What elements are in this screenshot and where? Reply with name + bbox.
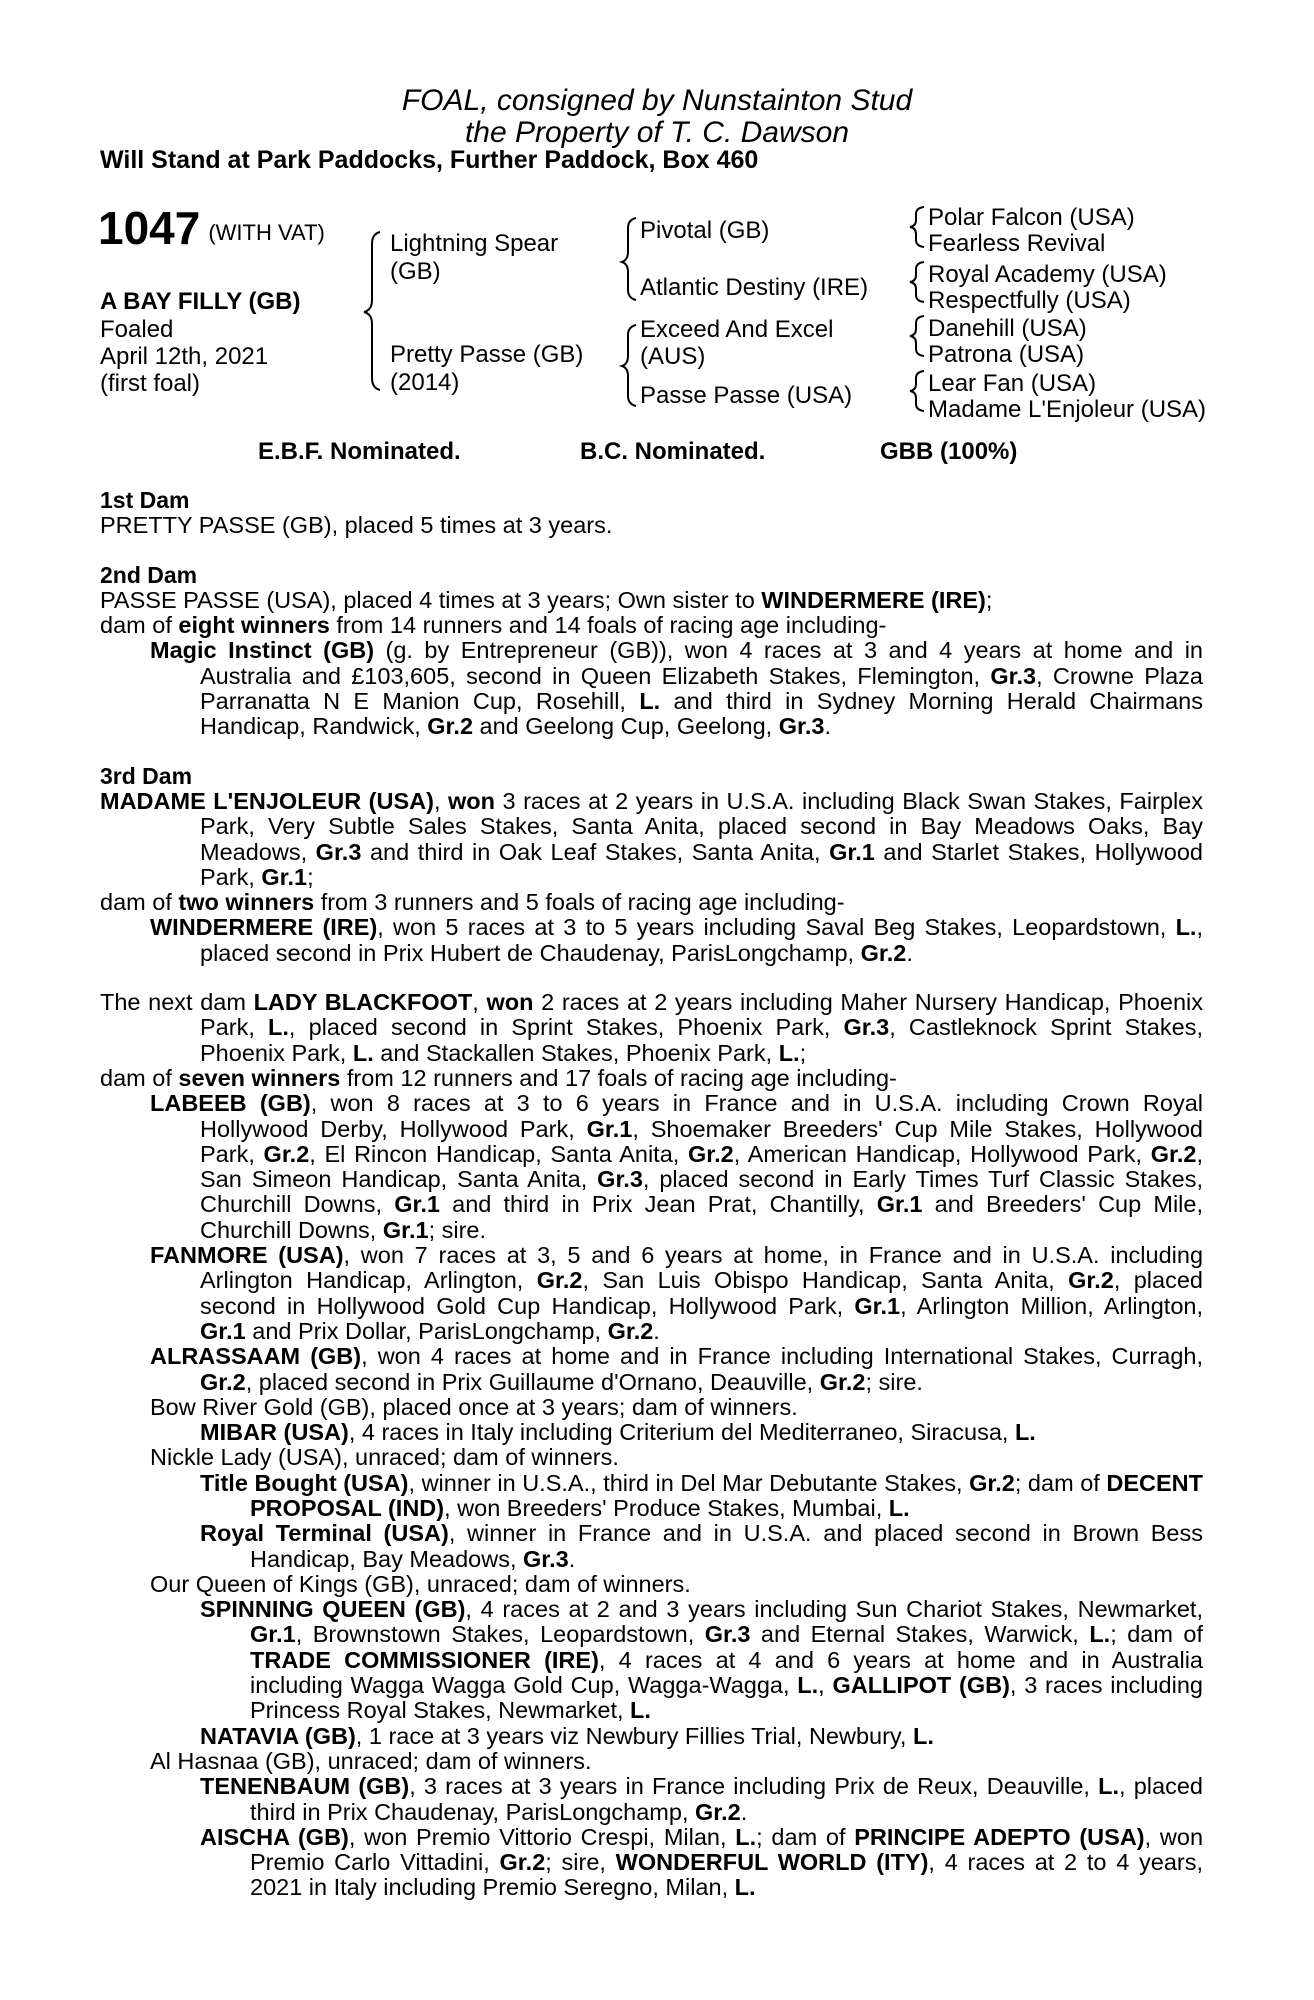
dam-sire: Exceed And Excel [640,316,834,343]
sire-country: (GB) [390,258,441,285]
body-paragraph: MIBAR (USA), 4 races in Italy including Criterium del Mediterraneo, Siracusa, L. [200,1419,1036,1446]
section-heading: 1st Dam [100,487,190,513]
body-paragraph: dam of eight winners from 14 runners and 14 foals of racing age including- [100,612,887,639]
body-paragraph: PASSE PASSE (USA), placed 4 times at 3 years; Own sister to WINDERMERE (IRE); [100,586,993,613]
body-paragraph: Magic Instinct (GB) (g. by Entrepreneur (GB)), won 4 races at 3 and 4 years at home and in Australia and £103,605, second in Queen Elizabeth Stakes, Flemington, Gr.3, Crowne Plaza Parranatta N E Manion Cup, Rosehill, L. and third in Sydney Morning Herald Chairmans Handicap, Randwick, Gr.2 and Geelong Cup, Geelong, Gr.3. [150,637,1203,740]
section-heading: 2nd Dam [100,561,198,588]
ds-dam: Patrona (USA) [928,341,1085,368]
dam-dam: Passe Passe (USA) [640,382,853,409]
body-paragraph: Al Hasnaa (GB), unraced; dam of winners. [150,1747,592,1774]
catalogue-body [100,488,1203,1901]
foaled-label: Foaled [100,316,174,343]
spacer [100,966,1203,990]
spacer [100,740,1203,764]
body-paragraph: WINDERMERE (IRE), won 5 races at 3 to 5 years including Saval Beg Stakes, Leopardstown, L., placed second in Prix Hubert de Chaudenay, ParisLongchamp, Gr.2. [150,914,1203,966]
body-paragraph: LABEEB (GB), won 8 races at 3 to 6 years in France and in U.S.A. including Crown Royal Hollywood Derby, Hollywood Park, Gr.1, Shoemaker Breeders' Cup Mile Stakes, Hollywood Park, Gr.2, El Rincon Handicap, Santa Anita, Gr.2, American Handicap, Hollywood Park, Gr.2, San Simeon Handicap, Santa Anita, Gr.3, placed second in Early Times Turf Classic Stakes, Churchill Downs, Gr.1 and third in Prix Jean Prat, Chantilly, Gr.1 and Breeders' Cup Mile, Churchill Downs, Gr.1; sire. [150,1090,1204,1243]
ss-sire: Polar Falcon (USA) [928,204,1135,231]
dd-sire: Lear Fan (USA) [928,370,1097,397]
dd-dam: Madame L'Enjoleur (USA) [928,396,1207,423]
consignor-line: FOAL, consigned by Nunstainton Stud [401,84,913,117]
foal-note: (first foal) [100,370,201,397]
body-paragraph: FANMORE (USA), won 7 races at 3, 5 and 6 years at home, in France and in U.S.A. including Arlington Handicap, Arlington, Gr.2, San Luis Obispo Handicap, Santa Anita, Gr.2, placed second in Hollywood Gold Cup Handicap, Hollywood Park, Gr.1, Arlington Million, Arlington, Gr.1 and Prix Dollar, ParisLongchamp, Gr.2. [150,1242,1204,1344]
gbb-rating: GBB (100%) [880,438,1018,465]
sire-dam: Atlantic Destiny (IRE) [640,274,869,301]
body-paragraph: TENENBAUM (GB), 3 races at 3 years in France including Prix de Reux, Deauville, L., placed third in Prix Chaudenay, ParisLongchamp, Gr.2. [200,1773,1203,1825]
body-paragraph: The next dam LADY BLACKFOOT, won 2 races at 2 years including Maher Nursery Handicap, Phoenix Park, L., placed second in Sprint Stakes, Phoenix Park, Gr.3, Castleknock Sprint Stakes, Phoenix Park, L. and Stackallen Stakes, Phoenix Park, L.; [100,989,1203,1066]
sire-name: Lightning Spear [390,230,559,257]
ds-sire: Danehill (USA) [928,315,1087,342]
body-paragraph: NATAVIA (GB), 1 race at 3 years viz Newbury Fillies Trial, Newbury, L. [200,1722,934,1749]
section-heading: 3rd Dam [100,762,193,789]
body-paragraph: Our Queen of Kings (GB), unraced; dam of winners. [150,1570,691,1597]
stable-location: Will Stand at Park Paddocks, Further Paddock, Box 460 [100,146,759,174]
body-paragraph: SPINNING QUEEN (GB), 4 races at 2 and 3 years including Sun Chariot Stakes, Newmarket, Gr.1, Brownstown Stakes, Leopardstown, Gr.3 and Eternal Stakes, Warwick, L.; dam of TRADE COMMISSIONER (IRE), 4 races at 4 and 6 years at home and in Australia including Wagga Wagga Gold Cup, Wagga-Wagga, L., GALLIPOT (GB), 3 races including Princess Royal Stakes, Newmarket, L. [200,1596,1204,1724]
ebf-nomination: E.B.F. Nominated. [258,438,461,465]
bc-nomination: B.C. Nominated. [580,438,766,465]
body-paragraph: ALRASSAAM (GB), won 4 races at home and in France including International Stakes, Curragh, Gr.2, placed second in Prix Guillaume d'Ornano, Deauville, Gr.2; sire. [150,1343,1203,1395]
body-paragraph: AISCHA (GB), won Premio Vittorio Crespi, Milan, L.; dam of PRINCIPE ADEPTO (USA), won Premio Carlo Vittadini, Gr.2; sire, WONDERFUL WORLD (ITY), 4 races at 2 to 4 years, 2021 in Italy including Premio Seregno, Milan, L. [200,1823,1204,1901]
dam-year: (2014) [390,369,460,396]
body-paragraph: Bow River Gold (GB), placed once at 3 years; dam of winners. [150,1393,798,1420]
vat-note: (WITH VAT) [208,220,325,245]
dam-sire-country: (AUS) [640,343,706,370]
foaled-date: April 12th, 2021 [100,343,269,370]
sire-sire: Pivotal (GB) [640,217,770,244]
body-paragraph: dam of seven winners from 12 runners and 17 foals of racing age including- [100,1064,897,1091]
body-paragraph: Royal Terminal (USA), winner in France and in U.S.A. and placed second in Brown Bess Handicap, Bay Meadows, Gr.3. [200,1520,1203,1572]
dam-name: Pretty Passe (GB) [390,341,584,368]
body-paragraph: MADAME L'ENJOLEUR (USA), won 3 races at 2 years in U.S.A. including Black Swan Stakes, Fairplex Park, Very Subtle Sales Stakes, Santa Anita, placed second in Bay Meadows Oaks, Bay Meadows, Gr.3 and third in Oak Leaf Stakes, Santa Anita, Gr.1 and Starlet Stakes, Hollywood Park, Gr.1; [100,787,1203,890]
sd-sire: Royal Academy (USA) [928,261,1167,288]
spacer [100,539,1203,563]
lot-number-value: 1047 [98,202,201,254]
sd-dam: Respectfully (USA) [928,287,1131,314]
property-line: the Property of T. C. Dawson [464,116,850,149]
lot-title: A BAY FILLY (GB) [100,288,301,315]
body-paragraph: Title Bought (USA), winner in U.S.A., third in Del Mar Debutante Stakes, Gr.2; dam of DECENT PROPOSAL (IND), won Breeders' Produce Stakes, Mumbai, L. [200,1469,1203,1521]
ss-dam: Fearless Revival [928,230,1106,257]
body-paragraph: PRETTY PASSE (GB), placed 5 times at 3 years. [100,512,613,539]
body-paragraph: Nickle Lady (USA), unraced; dam of winners. [150,1444,619,1471]
body-paragraph: dam of two winners from 3 runners and 5 foals of racing age including- [100,889,845,916]
